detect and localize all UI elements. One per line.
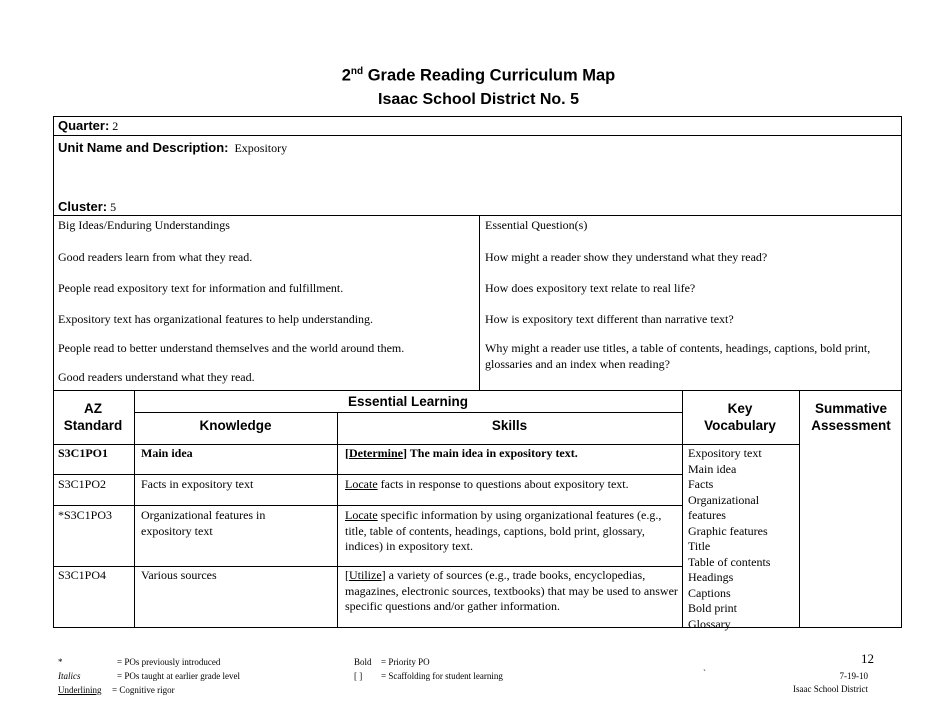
vocabulary-item: Graphic features xyxy=(688,523,768,538)
skill-cell: Locate specific information by using organizational features (e.g., title, table of contents, headings, captions, bold print, glossary, indices) in expository text. xyxy=(345,508,662,553)
skills-header: Skills xyxy=(491,418,528,433)
divider xyxy=(479,215,480,391)
skill-cell: [Utilize] a variety of sources (e.g., trade books, encyclopedias, magazines, electronic sources, textbooks) that may be used to answer specific questions and/or gather information. xyxy=(345,568,678,613)
standard-cell: S3C1PO4 xyxy=(58,568,107,582)
essential-question-item: How does expository text relate to real life? xyxy=(485,281,696,295)
page-subtitle: Isaac School District No. 5 xyxy=(378,91,579,108)
knowledge-cell: Various sources xyxy=(141,568,217,582)
vocabulary-item: Organizational features xyxy=(688,492,760,522)
summative-assessment-header: Summative Assessment xyxy=(811,401,891,433)
legend-symbol: Italics xyxy=(58,671,81,681)
legend-symbol: [ ] xyxy=(354,671,363,681)
footer-date: 7-19-10 xyxy=(839,671,868,681)
vocabulary-item: Facts xyxy=(688,477,714,491)
divider xyxy=(53,474,682,475)
knowledge-cell: Organizational features in expository text xyxy=(141,508,266,538)
knowledge-cell: Facts in expository text xyxy=(141,477,254,491)
standard-cell: S3C1PO2 xyxy=(58,477,107,491)
vocabulary-item: Glossary xyxy=(688,616,731,631)
big-idea-item: People read expository text for information and fulfillment. xyxy=(58,281,344,295)
essential-questions-heading: Essential Question(s) xyxy=(485,218,588,232)
vocabulary-item: Expository text xyxy=(688,446,762,460)
knowledge-header: Knowledge xyxy=(199,418,272,433)
essential-question-item: How might a reader show they understand what they read? xyxy=(485,250,768,264)
vocabulary-item: Title xyxy=(688,539,711,553)
quarter-row: Quarter: 2 xyxy=(58,118,119,133)
legend-symbol: Underlining xyxy=(58,685,102,695)
footer-mark: ` xyxy=(703,668,706,678)
divider xyxy=(682,391,683,628)
essential-learning-header: Essential Learning xyxy=(347,394,469,409)
unit-row: Unit Name and Description: Expository xyxy=(58,140,288,155)
vocabulary-item: Main idea xyxy=(688,461,737,476)
legend-symbol: * xyxy=(58,657,63,667)
page-number: 12 xyxy=(861,651,874,666)
key-vocabulary-header: Key Vocabulary xyxy=(704,401,776,433)
cluster-row: Cluster: 5 xyxy=(58,199,117,214)
legend-text: = POs taught at earlier grade level xyxy=(117,671,241,681)
divider xyxy=(53,444,799,445)
big-idea-item: Good readers learn from what they read. xyxy=(58,250,253,264)
page-title: 2nd Grade Reading Curriculum Map xyxy=(341,66,616,85)
az-standard-header: AZ Standard xyxy=(63,401,123,433)
legend-text: = Priority PO xyxy=(381,657,430,667)
knowledge-cell: Main idea xyxy=(141,446,193,460)
big-idea-item: Expository text has organizational features to help understanding. xyxy=(58,312,374,326)
vocabulary-item: Captions xyxy=(688,585,731,600)
divider xyxy=(53,566,682,567)
vocabulary-list xyxy=(688,446,798,632)
standard-cell: S3C1PO1 xyxy=(58,446,109,460)
standard-cell: *S3C1PO3 xyxy=(58,508,113,522)
vocabulary-item: Headings xyxy=(688,570,734,584)
legend-text: = POs previously introduced xyxy=(117,657,221,667)
skill-cell: Locate facts in response to questions about expository text. xyxy=(345,477,629,491)
essential-question-item: How is expository text different than narrative text? xyxy=(485,312,734,326)
vocabulary-item: Bold print xyxy=(688,601,738,615)
divider xyxy=(53,215,902,216)
vocabulary-item: Table of contents xyxy=(688,554,771,569)
big-idea-item: People read to better understand themselves and the world around them. xyxy=(58,341,405,355)
legend-symbol: Bold xyxy=(354,657,372,667)
big-idea-item: Good readers understand what they read. xyxy=(58,370,255,384)
footer-district: Isaac School District xyxy=(793,684,868,694)
divider xyxy=(134,412,682,413)
skill-cell: [Determine] The main idea in expository text. xyxy=(345,446,578,460)
big-ideas-heading: Big Ideas/Enduring Understandings xyxy=(58,218,230,232)
essential-question-item: Why might a reader use titles, a table of contents, headings, captions, bold print, glossaries and an index when reading? xyxy=(485,341,871,371)
legend-text: = Scaffolding for student learning xyxy=(381,671,503,681)
divider xyxy=(53,135,902,136)
divider xyxy=(53,505,682,506)
legend-text: = Cognitive rigor xyxy=(112,685,175,695)
